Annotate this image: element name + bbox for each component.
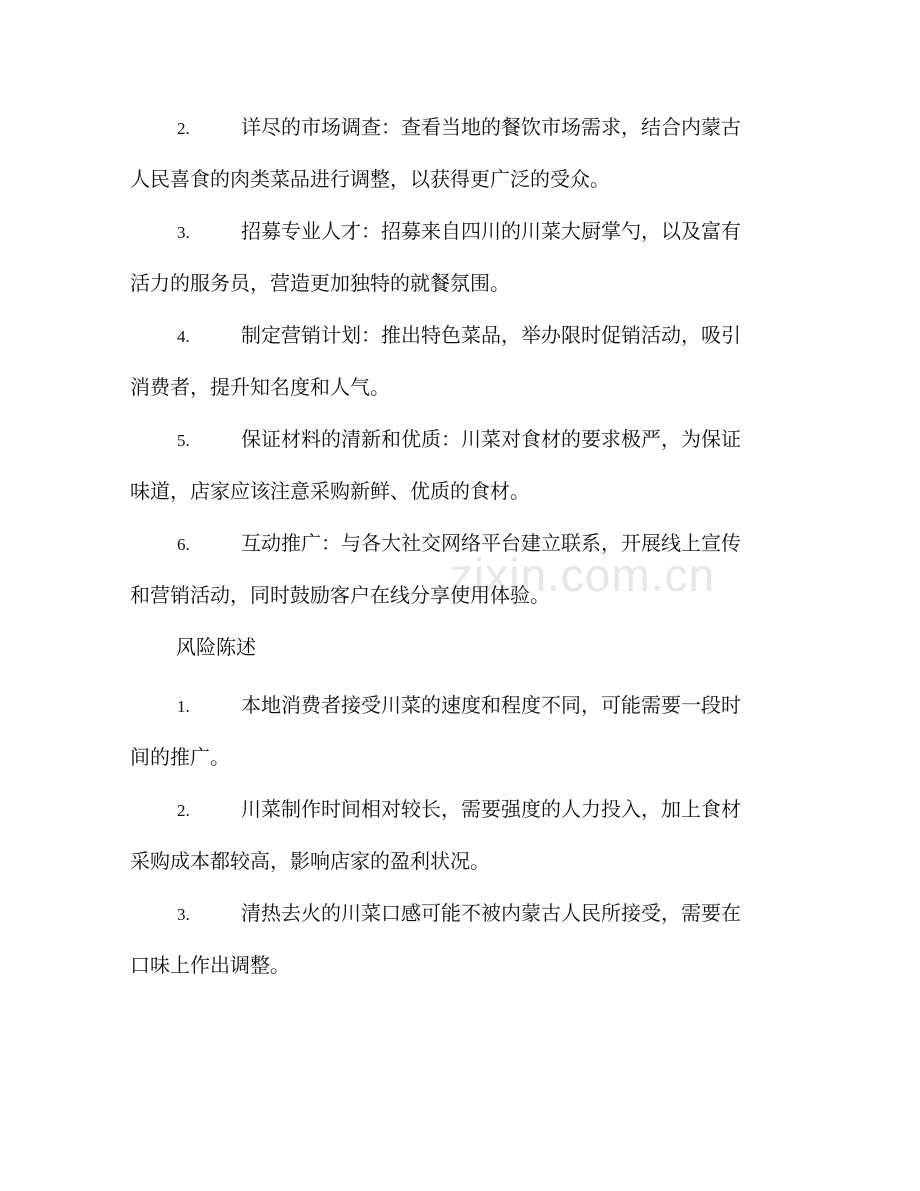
item-number: 3. xyxy=(177,223,190,242)
item-text: 川菜制作时间相对较长，需要强度的人力投入，加上食材 xyxy=(241,797,741,821)
item-number: 5. xyxy=(177,431,190,450)
item-text-continued: 采购成本都较高，影响店家的盈利状况。 xyxy=(130,849,490,873)
list-item xyxy=(130,205,790,309)
item-text: 制定营销计划：推出特色菜品，举办限时促销活动，吸引 xyxy=(241,323,741,347)
list-item xyxy=(130,413,790,517)
item-number: 2. xyxy=(177,119,190,138)
item-number: 3. xyxy=(177,905,190,924)
list-item xyxy=(130,517,790,621)
item-text: 互动推广：与各大社交网络平台建立联系，开展线上宣传 xyxy=(241,531,741,555)
item-number: 6. xyxy=(177,535,190,554)
item-text-continued: 口味上作出调整。 xyxy=(130,953,290,977)
item-text-continued: 人民喜食的肉类菜品进行调整，以获得更广泛的受众。 xyxy=(130,167,610,191)
item-text: 招募专业人才：招募来自四川的川菜大厨掌勺，以及富有 xyxy=(241,219,741,243)
list-item xyxy=(130,783,790,887)
list-item xyxy=(130,679,790,783)
item-text: 清热去火的川菜口感可能不被内蒙古人民所接受，需要在 xyxy=(241,901,741,925)
list-item xyxy=(130,887,790,991)
item-text-continued: 活力的服务员，营造更加独特的就餐氛围。 xyxy=(130,271,510,295)
item-number: 2. xyxy=(177,801,190,820)
list-item xyxy=(130,101,790,205)
item-number: 1. xyxy=(177,697,190,716)
item-text-continued: 间的推广。 xyxy=(130,745,230,769)
item-text-continued: 味道，店家应该注意采购新鲜、优质的食材。 xyxy=(130,479,530,503)
section-heading: 风险陈述 xyxy=(176,635,256,659)
item-text: 本地消费者接受川菜的速度和程度不同，可能需要一段时 xyxy=(241,693,741,717)
item-text-continued: 和营销活动，同时鼓励客户在线分享使用体验。 xyxy=(130,583,550,607)
item-text: 详尽的市场调查：查看当地的餐饮市场需求，结合内蒙古 xyxy=(241,115,741,139)
watermark-text: zixin.com.cn xyxy=(450,549,716,601)
item-text-continued: 消费者，提升知名度和人气。 xyxy=(130,375,390,399)
item-text: 保证材料的清新和优质：川菜对食材的要求极严，为保证 xyxy=(241,427,741,451)
list-item xyxy=(130,309,790,413)
item-number: 4. xyxy=(177,327,190,346)
